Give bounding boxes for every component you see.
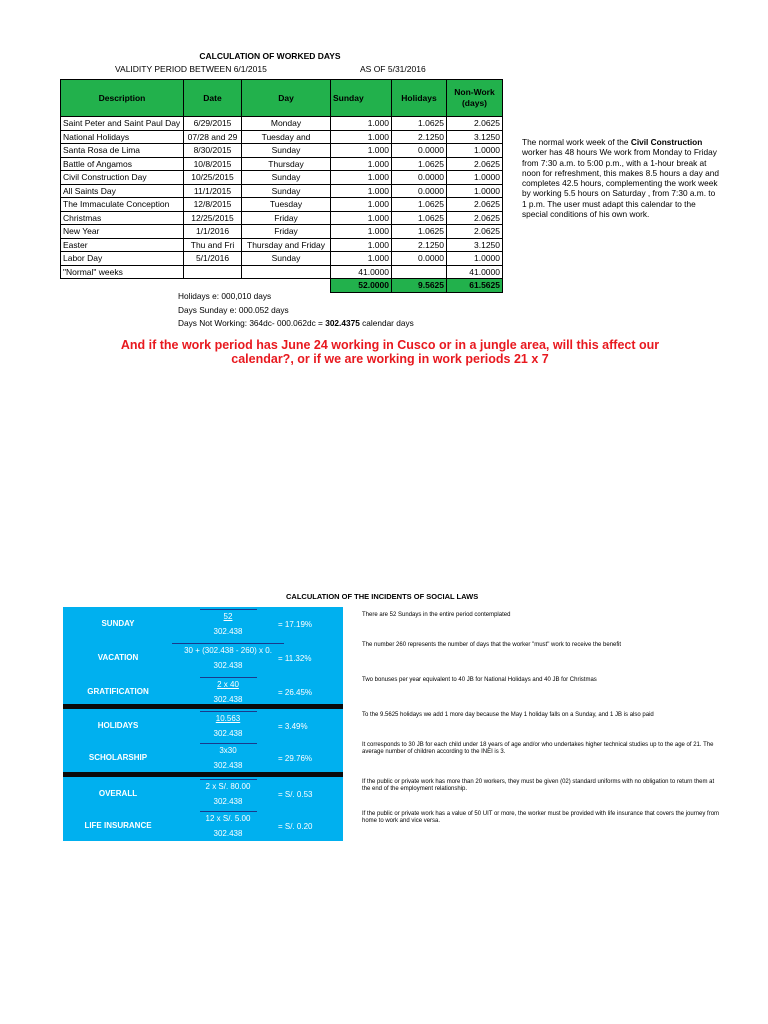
- page-title: CALCULATION OF WORKED DAYS: [199, 51, 341, 61]
- table-cell: 0.0000: [392, 252, 447, 266]
- table-cell: 1.0000: [447, 252, 503, 266]
- table-row: [61, 252, 503, 266]
- table-cell: 10/25/2015: [184, 171, 242, 185]
- social-result: = S/. 0.53: [278, 790, 313, 799]
- table-cell: 1.000: [331, 130, 392, 144]
- social-denominator: 302.438: [213, 695, 243, 704]
- table-cell: 2.1250: [392, 130, 447, 144]
- table-cell: 1.000: [331, 211, 392, 225]
- table-cell: Battle of Angamos: [61, 157, 184, 171]
- table-cell: 1.000: [331, 252, 392, 266]
- as-of-date: AS OF 5/31/2016: [360, 64, 426, 74]
- table-cell: Sunday: [242, 252, 331, 266]
- table-cell: 10/8/2015: [184, 157, 242, 171]
- table-cell: 1.0000: [447, 184, 503, 198]
- table-cell: Sunday: [242, 184, 331, 198]
- table-cell: Christmas: [61, 211, 184, 225]
- table-cell: 3.1250: [447, 130, 503, 144]
- table-cell: 0.0000: [392, 171, 447, 185]
- social-laws-title: CALCULATION OF THE INCIDENTS OF SOCIAL LAWS: [286, 592, 479, 601]
- table-cell: 2.0625: [447, 117, 503, 131]
- total-cell: 9.5625: [392, 279, 447, 293]
- table-cell: 1.0000: [447, 171, 503, 185]
- table-cell: Monday: [242, 117, 331, 131]
- social-denominator: 302.438: [213, 661, 243, 670]
- table-cell: 1.0625: [392, 157, 447, 171]
- table-cell: 6/29/2015: [184, 117, 242, 131]
- totals-row: [61, 279, 503, 293]
- table-cell: Santa Rosa de Lima: [61, 144, 184, 158]
- table-cell: Thu and Fri: [184, 238, 242, 252]
- social-label: GRATIFICATION: [87, 687, 149, 696]
- table-cell: Saint Peter and Saint Paul Day: [61, 117, 184, 131]
- column-header: Sunday: [331, 80, 392, 117]
- table-cell: 07/28 and 29: [184, 130, 242, 144]
- table-cell: 1.000: [331, 171, 392, 185]
- table-cell: 1.000: [331, 144, 392, 158]
- social-explanation: There are 52 Sundays in the entire period contemplated: [362, 612, 511, 618]
- social-result: = 11.32%: [278, 654, 312, 663]
- fraction-line: [200, 811, 257, 812]
- table-cell: 1.000: [331, 198, 392, 212]
- social-denominator: 302.438: [213, 627, 243, 636]
- table-cell: 41.0000: [447, 265, 503, 279]
- empty-cell: [61, 279, 184, 293]
- table-row: [61, 117, 503, 131]
- social-numerator: 2 x S/. 80.00: [205, 782, 251, 791]
- table-cell: 1.000: [331, 184, 392, 198]
- table-row: [61, 130, 503, 144]
- table-cell: 11/1/2015: [184, 184, 242, 198]
- social-denominator: 302.438: [213, 829, 243, 838]
- table-cell: 1.000: [331, 238, 392, 252]
- table-cell: 2.0625: [447, 157, 503, 171]
- sundays-summary: Days Sunday e: 000.052 days: [178, 305, 289, 315]
- table-cell: 1.000: [331, 117, 392, 131]
- table-row: [61, 144, 503, 158]
- table-cell: 1.0625: [392, 225, 447, 239]
- table-cell: 2.1250: [392, 238, 447, 252]
- holidays-summary: Holidays e: 000,010 days: [178, 291, 272, 301]
- table-cell: All Saints Day: [61, 184, 184, 198]
- social-denominator: 302.438: [213, 761, 243, 770]
- column-header: Non-Work (days): [447, 80, 503, 117]
- fraction-line: [200, 609, 257, 610]
- table-cell: 41.0000: [331, 265, 392, 279]
- fraction-line: [200, 677, 257, 678]
- table-cell: 1.0000: [447, 144, 503, 158]
- table-row: [61, 157, 503, 171]
- table-cell: Friday: [242, 211, 331, 225]
- social-explanation: It corresponds to 30 JB for each child under 18 years of age and/or who undertakes higher technical studies up to the age of 21. The average number of children according to the INEI is 3.: [362, 742, 714, 755]
- fraction-line: [200, 743, 257, 744]
- social-result: = S/. 0.20: [278, 822, 313, 831]
- social-denominator: 302.438: [213, 729, 243, 738]
- table-header-row: [61, 80, 503, 117]
- social-label: OVERALL: [98, 789, 138, 798]
- table-cell: Tuesday: [242, 198, 331, 212]
- worked-days-table: [60, 79, 503, 293]
- table-cell: 1.0625: [392, 198, 447, 212]
- table-cell: 2.0625: [447, 211, 503, 225]
- table-cell: 3.1250: [447, 238, 503, 252]
- fraction-line: [172, 643, 284, 644]
- table-cell: 0.0000: [392, 144, 447, 158]
- table-cell: "Normal" weeks: [61, 265, 184, 279]
- table-cell: 8/30/2015: [184, 144, 242, 158]
- table-cell: Thursday: [242, 157, 331, 171]
- table-cell: Sunday: [242, 171, 331, 185]
- social-numerator: 10.563: [215, 714, 241, 723]
- table-cell: 2.0625: [447, 198, 503, 212]
- table-row: [61, 198, 503, 212]
- social-result: = 17.19%: [278, 620, 313, 629]
- table-cell: National Holidays: [61, 130, 184, 144]
- table-row: [61, 238, 503, 252]
- social-explanation: The number 260 represents the number of days that the worker "must" work to receive the benefit: [362, 642, 622, 648]
- fraction-line: [200, 779, 257, 780]
- table-cell: Thursday and Friday: [242, 238, 331, 252]
- table-row: [61, 225, 503, 239]
- table-cell: Sunday: [242, 144, 331, 158]
- social-label: SCHOLARSHIP: [88, 753, 148, 762]
- social-numerator: 12 x S/. 5.00: [205, 814, 251, 823]
- table-cell: New Year: [61, 225, 184, 239]
- social-result: = 26.45%: [278, 688, 313, 697]
- social-result: = 3.49%: [278, 722, 308, 731]
- table-cell: Easter: [61, 238, 184, 252]
- table-cell: 1/1/2016: [184, 225, 242, 239]
- social-numerator: 30 + (302.438 - 260) x 0.: [184, 646, 272, 655]
- validity-period: VALIDITY PERIOD BETWEEN 6/1/2015: [115, 64, 267, 74]
- table-cell: [242, 265, 331, 279]
- social-explanation: To the 9.5625 holidays we add 1 more day because the May 1 holiday falls on a Sunday, and 1 JB is also paid: [362, 712, 654, 718]
- table-cell: 1.0625: [392, 211, 447, 225]
- work-week-note: The normal work week of the Civil Construction worker has 48 hours We work from Monday to Friday from 7:30 a.m. to 5:00 p.m., with a 1-hour break at noon for refreshment, this makes 8.5 hours a day and completes 42.5 hours, complementing the work week by working 5.5 hours on Saturday , from 7:30 a.m. to 1 p.m. The user must adapt this calendar to the special conditions of his own work.: [522, 137, 719, 220]
- table-cell: 1.0625: [392, 117, 447, 131]
- table-cell: 12/8/2015: [184, 198, 242, 212]
- social-denominator: 302.438: [213, 797, 243, 806]
- social-numerator: 3x30: [219, 746, 237, 755]
- social-numerator: 2 x 40: [217, 680, 239, 689]
- table-cell: 5/1/2016: [184, 252, 242, 266]
- social-label: HOLIDAYS: [97, 721, 139, 730]
- table-cell: Labor Day: [61, 252, 184, 266]
- social-label: VACATION: [97, 653, 139, 662]
- table-cell: Tuesday and: [242, 130, 331, 144]
- social-numerator: 52: [223, 612, 233, 621]
- table-cell: [184, 265, 242, 279]
- empty-cell: [184, 279, 242, 293]
- table-row: [61, 265, 503, 279]
- table-cell: 2.0625: [447, 225, 503, 239]
- table-cell: 12/25/2015: [184, 211, 242, 225]
- table-row: [61, 171, 503, 185]
- social-explanation: If the public or private work has more than 20 workers, they must be given (02) standard uniforms with no obligation to return them at the end of the employment relationship.: [362, 779, 715, 792]
- social-label: SUNDAY: [101, 619, 135, 628]
- total-cell: 52.0000: [331, 279, 392, 293]
- column-header: Description: [61, 80, 184, 117]
- table-cell: 0.0000: [392, 184, 447, 198]
- social-result: = 29.76%: [278, 754, 313, 763]
- column-header: Day: [242, 80, 331, 117]
- table-cell: Friday: [242, 225, 331, 239]
- social-explanation: Two bonuses per year equivalent to 40 JB for National Holidays and 40 JB for Christmas: [362, 677, 597, 683]
- question-text: And if the work period has June 24 working in Cusco or in a jungle area, will this affect our calendar?, or if we are working in work periods 21 x 7: [120, 338, 660, 366]
- social-label: LIFE INSURANCE: [84, 821, 152, 830]
- table-cell: The Immaculate Conception: [61, 198, 184, 212]
- not-working-summary: Days Not Working: 364dc- 000.062dc = 302.4375 calendar days: [178, 318, 414, 328]
- table-cell: 1.000: [331, 157, 392, 171]
- table-row: [61, 184, 503, 198]
- total-cell: 61.5625: [447, 279, 503, 293]
- social-explanation: If the public or private work has a value of 50 UIT or more, the worker must be provided with life insurance that covers the journey from home to work and vice versa.: [362, 811, 720, 824]
- table-cell: Civil Construction Day: [61, 171, 184, 185]
- column-header: Holidays: [392, 80, 447, 117]
- fraction-line: [200, 711, 257, 712]
- table-cell: [392, 265, 447, 279]
- empty-cell: [242, 279, 331, 293]
- table-cell: 1.000: [331, 225, 392, 239]
- column-header: Date: [184, 80, 242, 117]
- table-row: [61, 211, 503, 225]
